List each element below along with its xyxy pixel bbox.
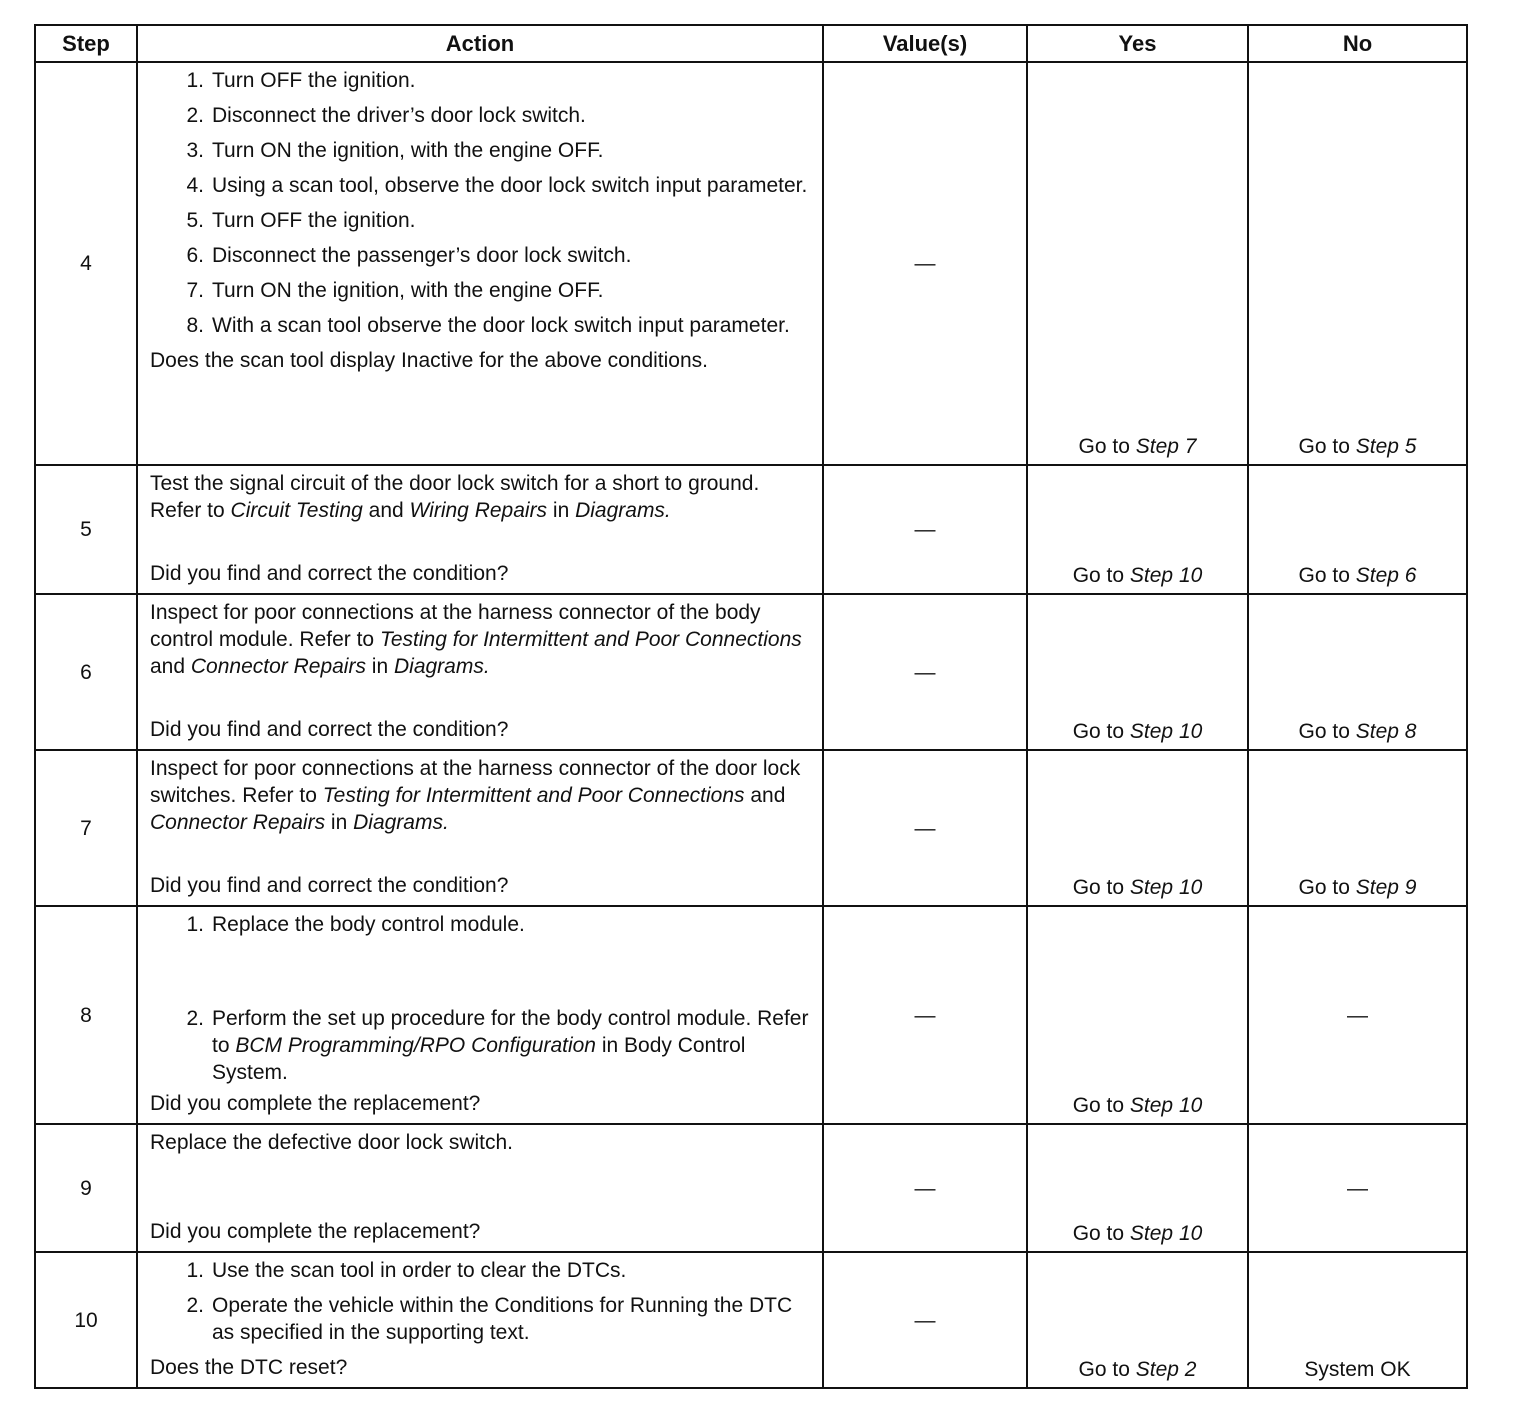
step-link: Step 6: [1355, 564, 1417, 587]
list-item: 6. Disconnect the passenger’s door lock switch.: [186, 244, 632, 267]
no-cell: Go to Step 8: [1248, 594, 1467, 750]
yes-cell: Go to Step 7: [1027, 62, 1248, 465]
value-cell: —: [823, 906, 1027, 1124]
yes-cell: Go to Step 10: [1027, 1124, 1248, 1252]
value-cell: —: [823, 594, 1027, 750]
step-number: 7: [35, 750, 137, 906]
action-text: Test the signal circuit of the door lock switch for a short to ground. Refer to Circuit Testing and Wiring Repairs in Diagrams.: [150, 472, 760, 522]
numbered-steps: [150, 911, 812, 946]
list-item: 1. Replace the body control module.: [186, 913, 525, 936]
question-text: Did you find and correct the condition?: [150, 874, 509, 897]
header-value: Value(s): [823, 25, 1027, 62]
list-item: 2. Operate the vehicle within the Conditions for Running the DTC as specified in the supporting text.: [186, 1294, 793, 1344]
table-row: [35, 465, 1467, 594]
value-cell: —: [823, 62, 1027, 465]
step-link: Step 5: [1355, 435, 1417, 458]
step-link: Step 10: [1129, 1094, 1203, 1117]
action-text: Inspect for poor connections at the harness connector of the body control module. Refer to Testing for Intermittent and Poor Connections and Connector Repairs in Diagrams.: [150, 601, 802, 678]
no-cell: —: [1248, 1124, 1467, 1252]
action-cell: [137, 750, 823, 906]
no-cell: System OK: [1248, 1252, 1467, 1388]
step-number: 9: [35, 1124, 137, 1252]
list-item: 5. Turn OFF the ignition.: [186, 209, 416, 232]
yes-cell: Go to Step 10: [1027, 594, 1248, 750]
numbered-steps: [150, 1005, 812, 1086]
no-cell: Go to Step 5: [1248, 62, 1467, 465]
diagnostic-table: [34, 24, 1468, 1389]
table-row: [35, 1124, 1467, 1252]
list-item: 3. Turn ON the ignition, with the engine OFF.: [186, 139, 604, 162]
table-row: [35, 594, 1467, 750]
header-no: No: [1248, 25, 1467, 62]
action-cell: [137, 1124, 823, 1252]
step-link: Step 9: [1355, 876, 1417, 899]
question-text: Did you complete the replacement?: [150, 1220, 481, 1243]
no-cell: Go to Step 6: [1248, 465, 1467, 594]
table-row: [35, 62, 1467, 465]
step-number: 4: [35, 62, 137, 465]
numbered-steps: [150, 1257, 812, 1346]
action-text: Inspect for poor connections at the harness connector of the door lock switches. Refer to Testing for Intermittent and Poor Connections and Connector Repairs in Diagrams.: [150, 757, 801, 834]
action-cell: [137, 594, 823, 750]
value-cell: —: [823, 1124, 1027, 1252]
question-text: Does the DTC reset?: [150, 1356, 348, 1379]
step-number: 6: [35, 594, 137, 750]
list-item: 1. Turn OFF the ignition.: [186, 69, 416, 92]
yes-cell: Go to Step 10: [1027, 906, 1248, 1124]
no-cell: —: [1248, 906, 1467, 1124]
value-cell: —: [823, 750, 1027, 906]
step-link: Step 2: [1135, 1358, 1197, 1381]
value-cell: —: [823, 465, 1027, 594]
numbered-steps: [150, 67, 812, 339]
header-action: Action: [137, 25, 823, 62]
step-number: 5: [35, 465, 137, 594]
question-text: Did you find and correct the condition?: [150, 718, 509, 741]
table-row: [35, 906, 1467, 1124]
question-text: Did you complete the replacement?: [150, 1092, 481, 1115]
value-cell: —: [823, 1252, 1027, 1388]
action-cell: [137, 62, 823, 465]
question-text: Does the scan tool display Inactive for the above conditions.: [150, 349, 708, 372]
no-cell: Go to Step 9: [1248, 750, 1467, 906]
action-text: Replace the defective door lock switch.: [150, 1131, 514, 1154]
step-number: 10: [35, 1252, 137, 1388]
list-item: 7. Turn ON the ignition, with the engine OFF.: [186, 279, 604, 302]
yes-cell: Go to Step 2: [1027, 1252, 1248, 1388]
list-item: 1. Use the scan tool in order to clear the DTCs.: [186, 1259, 627, 1282]
header-step: Step: [35, 25, 137, 62]
table-row: [35, 1252, 1467, 1388]
list-item: 4. Using a scan tool, observe the door lock switch input parameter.: [186, 174, 808, 197]
step-link: Step 10: [1129, 564, 1203, 587]
action-cell: [137, 1252, 823, 1388]
header-row: [35, 25, 1467, 62]
table-row: [35, 750, 1467, 906]
header-yes: Yes: [1027, 25, 1248, 62]
step-link: Step 10: [1129, 1222, 1203, 1245]
step-number: 8: [35, 906, 137, 1124]
question-text: Did you find and correct the condition?: [150, 562, 509, 585]
yes-cell: Go to Step 10: [1027, 465, 1248, 594]
step-link: Step 8: [1355, 720, 1417, 743]
list-item: 8. With a scan tool observe the door lock switch input parameter.: [186, 314, 790, 337]
action-cell: [137, 906, 823, 1124]
step-link: Step 10: [1129, 876, 1203, 899]
step-link: Step 7: [1135, 435, 1197, 458]
step-link: Step 10: [1129, 720, 1203, 743]
yes-cell: Go to Step 10: [1027, 750, 1248, 906]
list-item: 2. Disconnect the driver’s door lock switch.: [186, 104, 586, 127]
action-cell: [137, 465, 823, 594]
list-item: 2. Perform the set up procedure for the body control module. Refer to BCM Programming/RPO Configuration in Body Control System.: [186, 1007, 809, 1084]
